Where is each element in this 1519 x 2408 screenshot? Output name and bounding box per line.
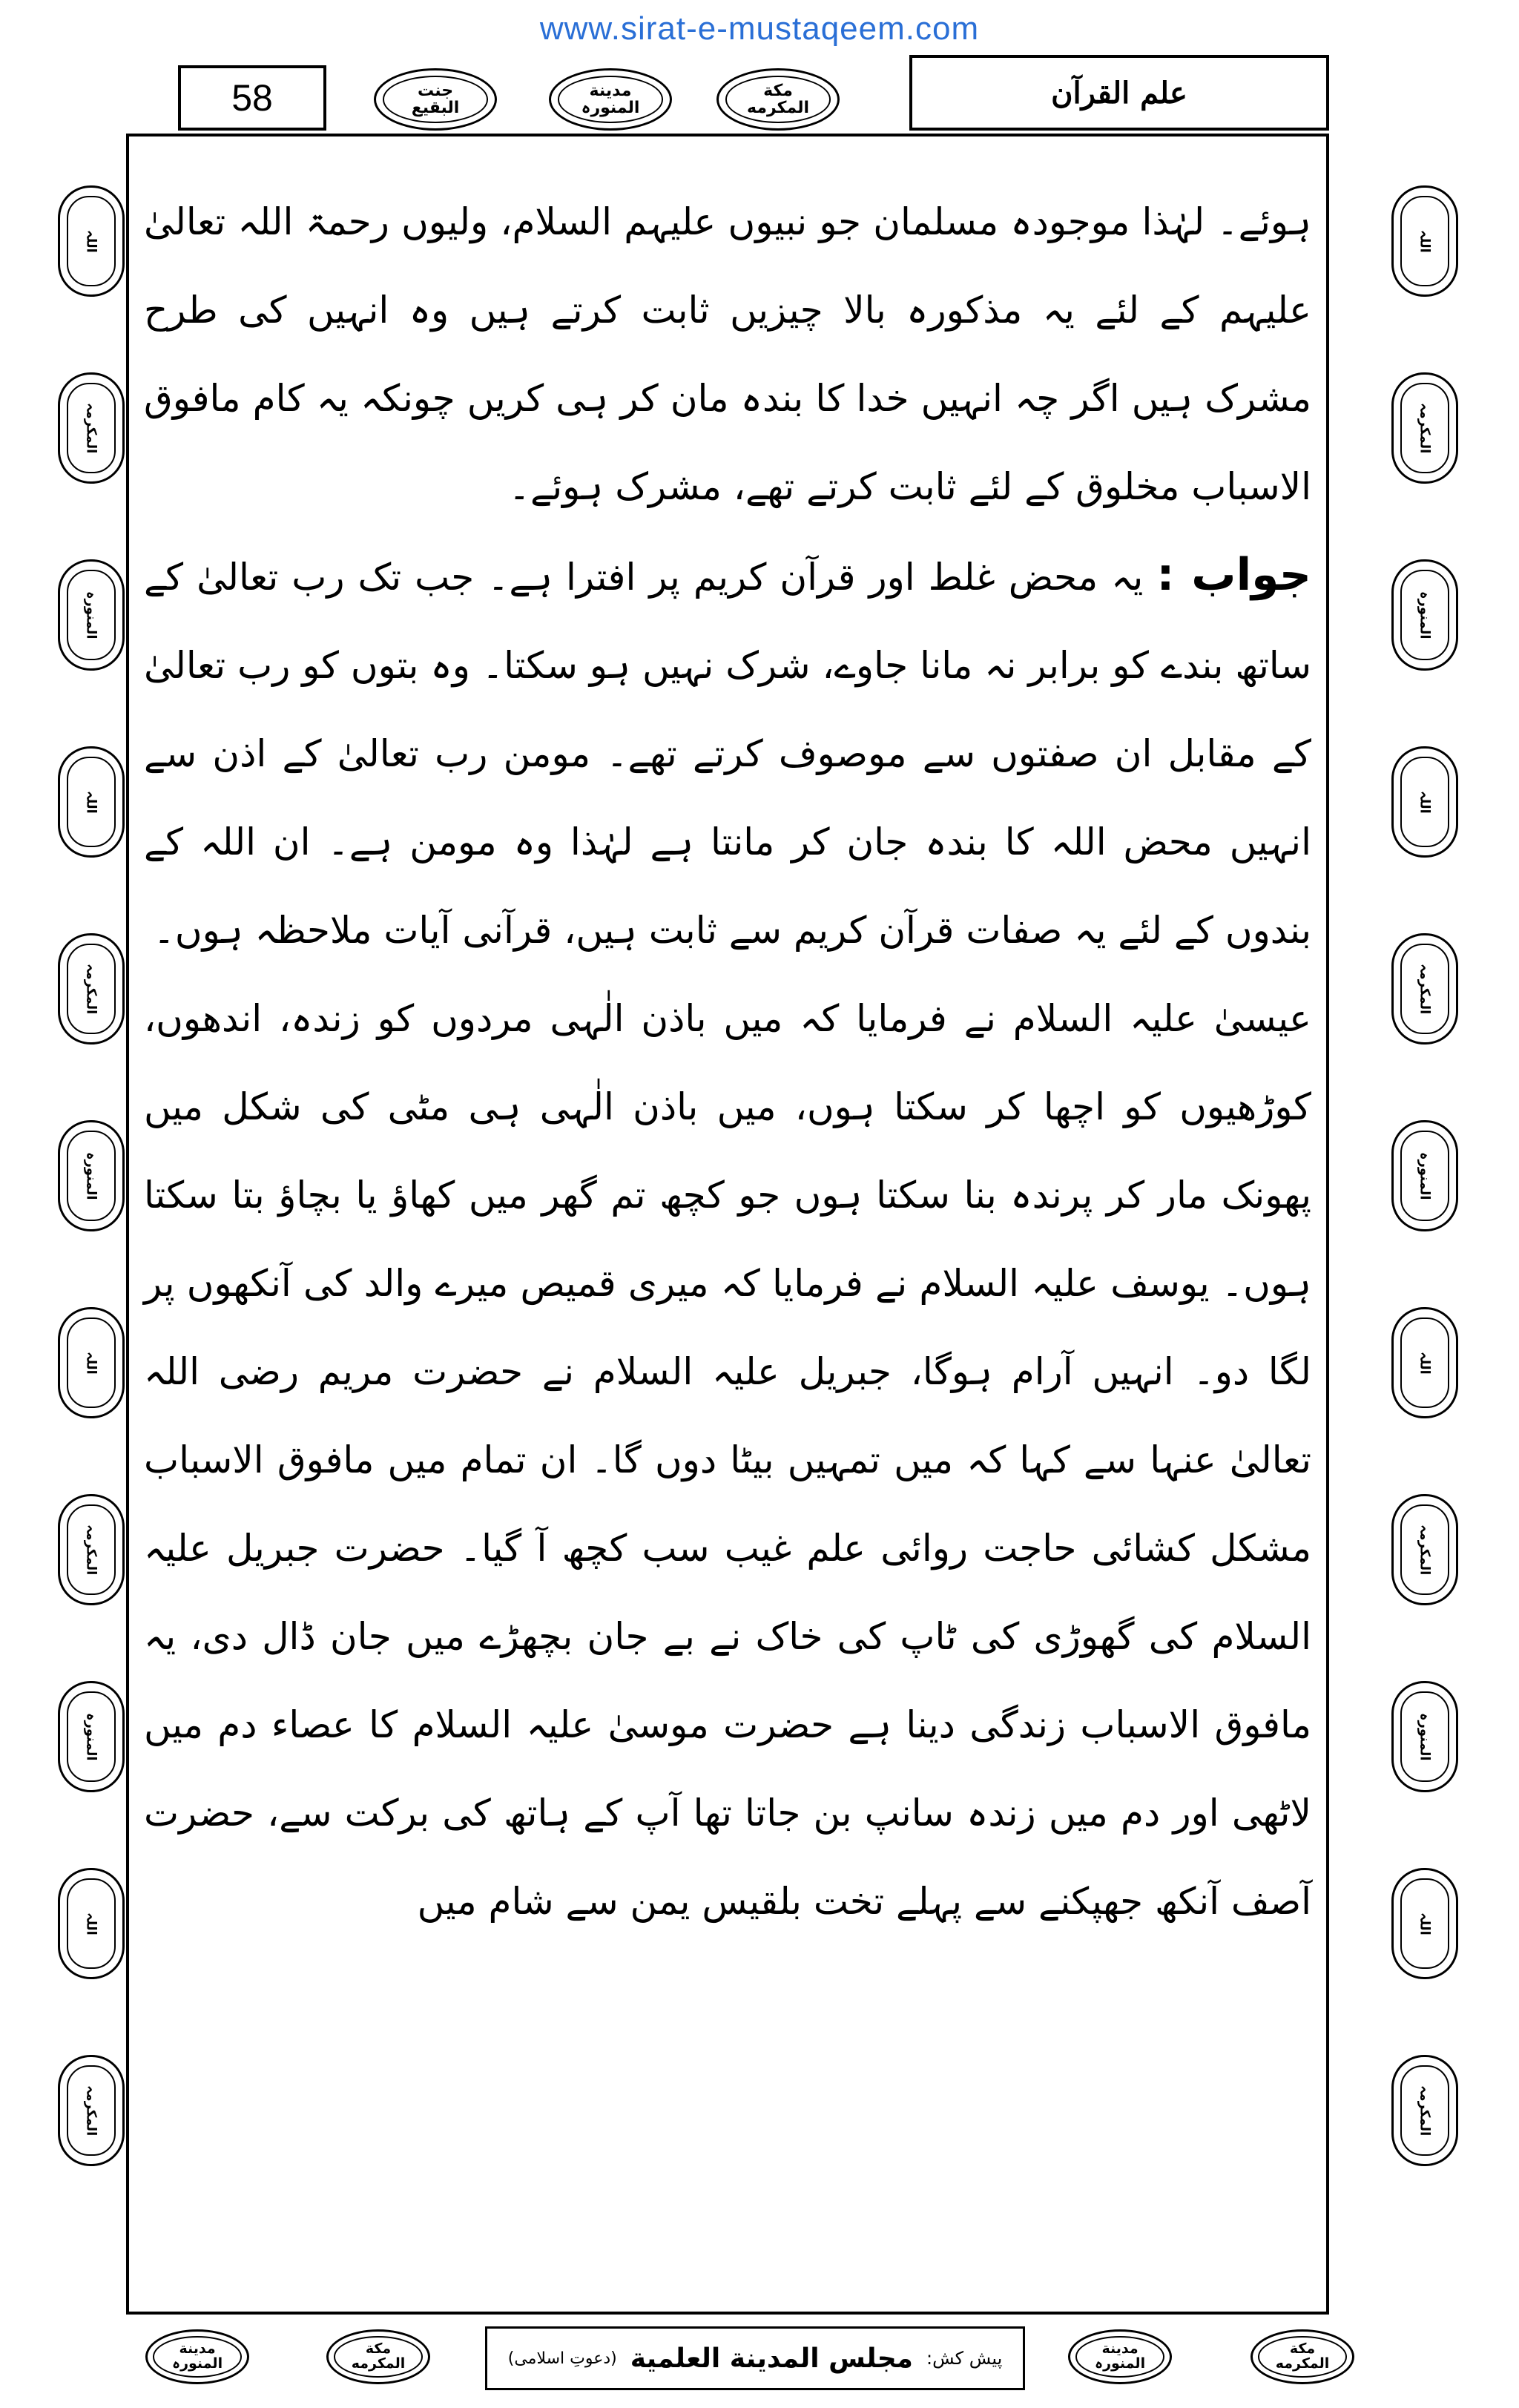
seal-line2: المنورہ xyxy=(171,2355,223,2372)
badge-text: المکرمہ xyxy=(67,1504,116,1595)
right-margin-badges xyxy=(1391,185,1458,2242)
margin-badge xyxy=(58,559,125,671)
margin-badge xyxy=(1391,2055,1458,2166)
margin-badge xyxy=(1391,185,1458,297)
footer-seal-makkah-right xyxy=(1251,2329,1354,2384)
page-body xyxy=(144,178,1311,1946)
badge-text: المکرمہ xyxy=(1400,383,1449,473)
badge-text: اللہ xyxy=(1400,757,1449,847)
badge-text: المنورہ xyxy=(1400,1131,1449,1221)
margin-badge xyxy=(58,185,125,297)
margin-badge xyxy=(1391,1494,1458,1605)
margin-badge xyxy=(58,1681,125,1792)
seal-line2: المكرمه xyxy=(1275,2355,1330,2372)
badge-text: اللہ xyxy=(67,757,116,847)
badge-text: اللہ xyxy=(1400,1878,1449,1969)
margin-badge xyxy=(1391,746,1458,858)
margin-badge xyxy=(1391,1868,1458,1979)
badge-text: المکرمہ xyxy=(1400,944,1449,1034)
book-title: علم القرآن xyxy=(909,55,1329,131)
badge-text: اللہ xyxy=(67,1878,116,1969)
badge-text: المکرمہ xyxy=(67,944,116,1034)
seal-line2: المكرمه xyxy=(351,2355,406,2372)
paragraph-2 xyxy=(144,531,1311,975)
margin-badge xyxy=(58,2055,125,2166)
seal-line1: مدينة xyxy=(179,2340,216,2358)
jawab-label: جواب : xyxy=(1156,549,1312,601)
seal-line1: مكة xyxy=(763,81,793,100)
margin-badge xyxy=(58,746,125,858)
header-seal-jannat xyxy=(374,68,497,131)
margin-badge xyxy=(1391,1120,1458,1231)
seal-line1: مدينة xyxy=(1101,2340,1139,2358)
seal-line1: مكة xyxy=(365,2340,392,2358)
margin-badge xyxy=(58,372,125,484)
margin-badge xyxy=(58,1494,125,1605)
badge-text: اللہ xyxy=(1400,196,1449,286)
footer-lead: پیش کش: xyxy=(926,2348,1003,2369)
paragraph-1: ہوئے۔ لہٰذا موجودہ مسلمان جو نبیوں علیہم السلام، ولیوں رحمۃ اللہ تعالیٰ علیہم کے لئے یہ مذکورہ بالا چیزیں ثابت کرتے ہیں وہ انہیں کی طرح مشرک ہیں اگر چہ انہیں خدا کا بندہ مان کر ہی کریں چونکہ یہ کام مافوق الاسباب مخلوق کے لئے ثابت کرتے تھے، مشرک ہوئے۔ xyxy=(144,200,1311,508)
badge-text: المنورہ xyxy=(67,570,116,660)
badge-text: اللہ xyxy=(67,1318,116,1408)
left-margin-badges xyxy=(58,185,125,2242)
header-seal-makkah xyxy=(716,68,840,131)
badge-text: المکرمہ xyxy=(1400,2065,1449,2156)
footer-seal-madina-right xyxy=(1068,2329,1172,2384)
seal-line2: المكرمه xyxy=(747,98,809,117)
header-seal-madina xyxy=(549,68,672,131)
badge-text: المکرمہ xyxy=(67,2065,116,2156)
margin-badge xyxy=(58,1868,125,1979)
badge-text: المنورہ xyxy=(1400,570,1449,660)
badge-text: المنورہ xyxy=(67,1691,116,1782)
margin-badge xyxy=(58,1120,125,1231)
margin-badge xyxy=(1391,559,1458,671)
seal-line1: جنت xyxy=(417,81,454,100)
margin-badge xyxy=(1391,1307,1458,1418)
paragraph-2-text: یہ محض غلط اور قرآن کریم پر افترا ہے۔ جب تک رب تعالیٰ کے ساتھ بندے کو برابر نہ مانا جاوے، شرک نہیں ہو سکتا۔ وہ بتوں کو رب تعالیٰ کے مقابل ان صفتوں سے موصوف کرتے تھے۔ مومن رب تعالیٰ کے اذن سے انہیں محض اللہ کا بندہ جان کر مانتا ہے لہٰذا وہ مومن ہے۔ ان اللہ کے بندوں کے لئے یہ صفات قرآن کریم سے ثابت ہیں، قرآنی آیات ملاحظہ ہوں۔ xyxy=(144,556,1311,952)
footer-sub: (دعوتِ اسلامی) xyxy=(507,2349,617,2368)
footer-org: مجلس المدينة العلمية xyxy=(630,2343,913,2374)
margin-badge xyxy=(1391,1681,1458,1792)
margin-badge xyxy=(1391,372,1458,484)
badge-text: المنورہ xyxy=(1400,1691,1449,1782)
paragraph-3: عیسیٰ علیہ السلام نے فرمایا کہ میں باذن الٰہی مردوں کو زندہ، اندھوں، کوڑھیوں کو اچھا کر سکتا ہوں، میں باذن الٰہی ہی مٹی کی شکل میں پھونک مار کر پرندہ بنا سکتا ہوں جو کچھ تم گھر میں کھاؤ یا بچاؤ بتا سکتا ہوں۔ یوسف علیہ السلام نے فرمایا کہ میری قمیص میرے والد کی آنکھوں پر لگا دو۔ انہیں آرام ہوگا، جبریل علیہ السلام نے حضرت مریم رضی اللہ تعالیٰ عنہا سے کہا کہ میں تمہیں بیٹا دوں گا۔ ان تمام میں مافوق الاسباب مشکل کشائی حاجت روائی علم غیب سب کچھ آ گیا۔ حضرت جبریل علیہ السلام کی گھوڑی کی ٹاپ کی خاک نے بے جان بچھڑے میں جان ڈال دی، یہ مافوق الاسباب زندگی دینا ہے حضرت موسیٰ علیہ السلام کا عصاء دم میں لاٹھی اور دم میں زندہ سانپ بن جاتا تھا آپ کے ہاتھ کی برکت سے، حضرت آصف آنکھ جھپکنے سے پہلے تخت بلقیس یمن سے شام میں xyxy=(144,997,1311,1923)
margin-badge xyxy=(58,933,125,1045)
seal-line2: البقيع xyxy=(411,98,460,117)
seal-line1: مدينة xyxy=(589,81,632,100)
site-url[interactable]: www.sirat-e-mustaqeem.com xyxy=(539,10,980,47)
badge-text: المکرمہ xyxy=(1400,1504,1449,1595)
badge-text: المنورہ xyxy=(67,1131,116,1221)
seal-line2: المنورہ xyxy=(1094,2355,1146,2372)
footer-publisher xyxy=(485,2326,1025,2390)
badge-text: اللہ xyxy=(1400,1318,1449,1408)
margin-badge xyxy=(58,1307,125,1418)
footer-seal-makkah-left xyxy=(326,2329,430,2384)
seal-line2: المنورہ xyxy=(581,98,640,117)
badge-text: المکرمہ xyxy=(67,383,116,473)
margin-badge xyxy=(1391,933,1458,1045)
page-number: 58 xyxy=(178,65,326,131)
seal-line1: مكة xyxy=(1289,2340,1316,2358)
badge-text: اللہ xyxy=(67,196,116,286)
footer-seal-madina-left xyxy=(145,2329,249,2384)
